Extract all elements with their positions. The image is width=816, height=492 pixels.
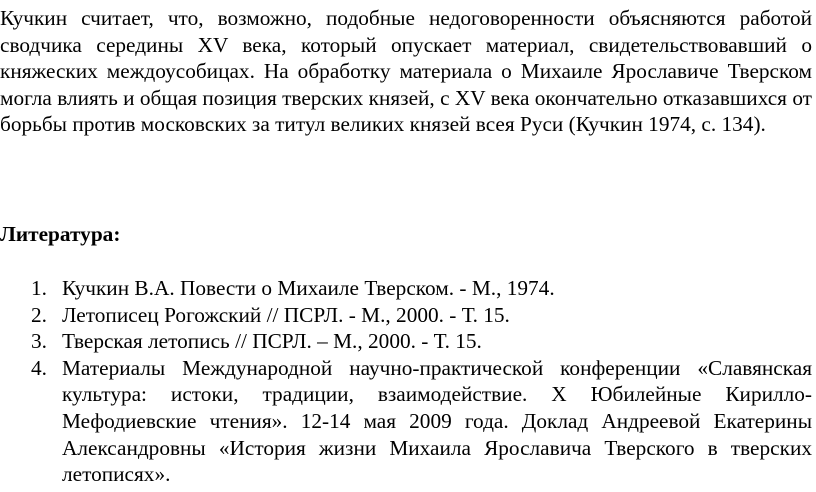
- reference-list: [0, 275, 812, 488]
- reference-item-2: [0, 302, 812, 329]
- reference-number: 1.: [31, 276, 47, 300]
- reference-text: Материалы Международной научно-практической конференции «Славянская культура: истоки, традиции, взаимодействие. X Юбилейные Кирилло-Мефодиевские чтения». 12-14 мая 2009 года. Доклад Андреевой Екатерины Александровны «История жизни Михаила Ярославича Тверского в тверских летописях».: [62, 355, 812, 487]
- reference-item-1: [0, 275, 812, 302]
- reference-number: 2.: [31, 302, 47, 327]
- reference-text: Кучкин В.А. Повести о Михаиле Тверском. - М., 1974.: [62, 276, 555, 300]
- reference-item-3: [0, 328, 812, 355]
- reference-number: 4.: [31, 355, 47, 380]
- reference-text: Летописец Рогожский // ПСРЛ. - М., 2000. - Т. 15.: [62, 302, 510, 327]
- reference-item-4: [0, 355, 812, 488]
- literature-heading: Литература:: [0, 222, 121, 246]
- reference-text: Тверская летопись // ПСРЛ. – М., 2000. - Т. 15.: [62, 329, 482, 354]
- body-paragraph: Кучкин считает, что, возможно, подобные недоговоренности объясняются работой сводчика середины XV века, который опускает материал, свидетельствовавший о княжеских междоусобицах. На обработку материала о Михаиле Ярославиче Тверском могла влиять и общая позиция тверских князей, с XV века окончательно отказавшихся от борьбы против московских за титул великих князей всея Руси (Кучкин 1974, с. 134).: [0, 6, 812, 137]
- reference-number: 3.: [31, 329, 47, 354]
